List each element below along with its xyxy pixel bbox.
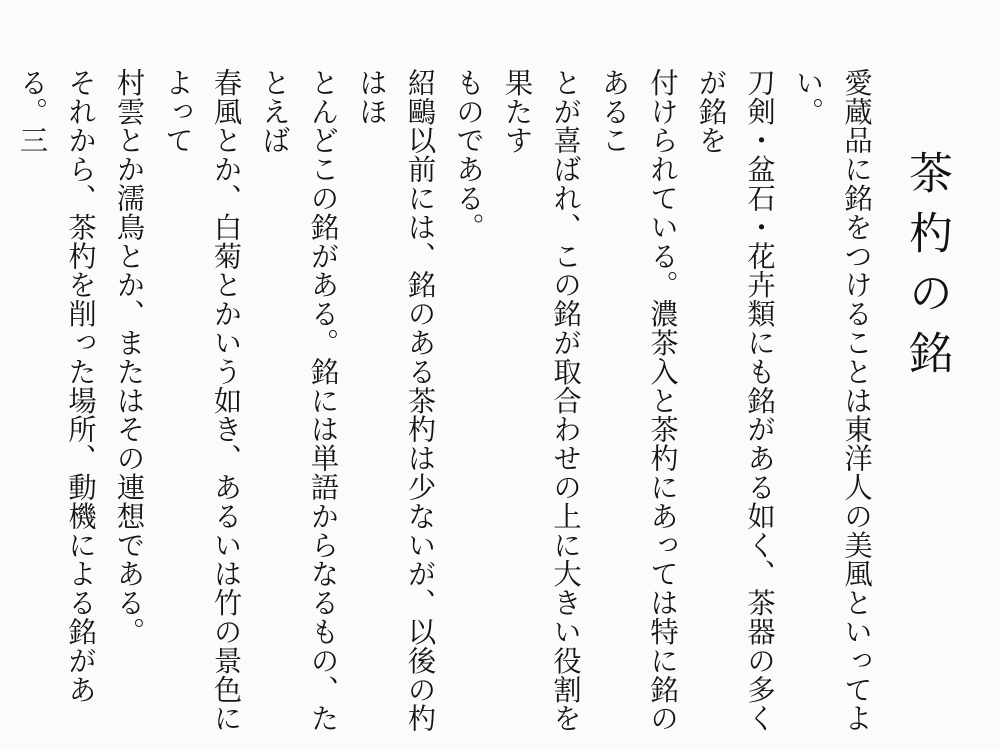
- page-title: 茶杓の銘: [901, 150, 952, 390]
- paragraph-1: 愛蔵品に銘をつけることは東洋人の美風といってよい。 刀剣・盆石・花卉類にも銘がある如く、茶器の多くが銘を 付けられている。濃茶入と茶杓にあっては特に銘のあるこ とが喜ばれ、この銘が取合わせの上に大きい役割を果たす ものである。: [452, 68, 873, 733]
- paragraph-3: それから、茶杓を削った場所、動機による銘がある。三: [15, 68, 97, 704]
- paragraph-2: 紹鷗以前には、銘のある茶杓は少ないが、以後の杓はほ とんどこの銘がある。銘には単語からなるもの、たとえば 春風とか、白菊とかいう如き、あるいは竹の景色によって 村雲とか濡鳥とか、またはその連想である。: [112, 68, 437, 733]
- body-text: [10, 40, 880, 740]
